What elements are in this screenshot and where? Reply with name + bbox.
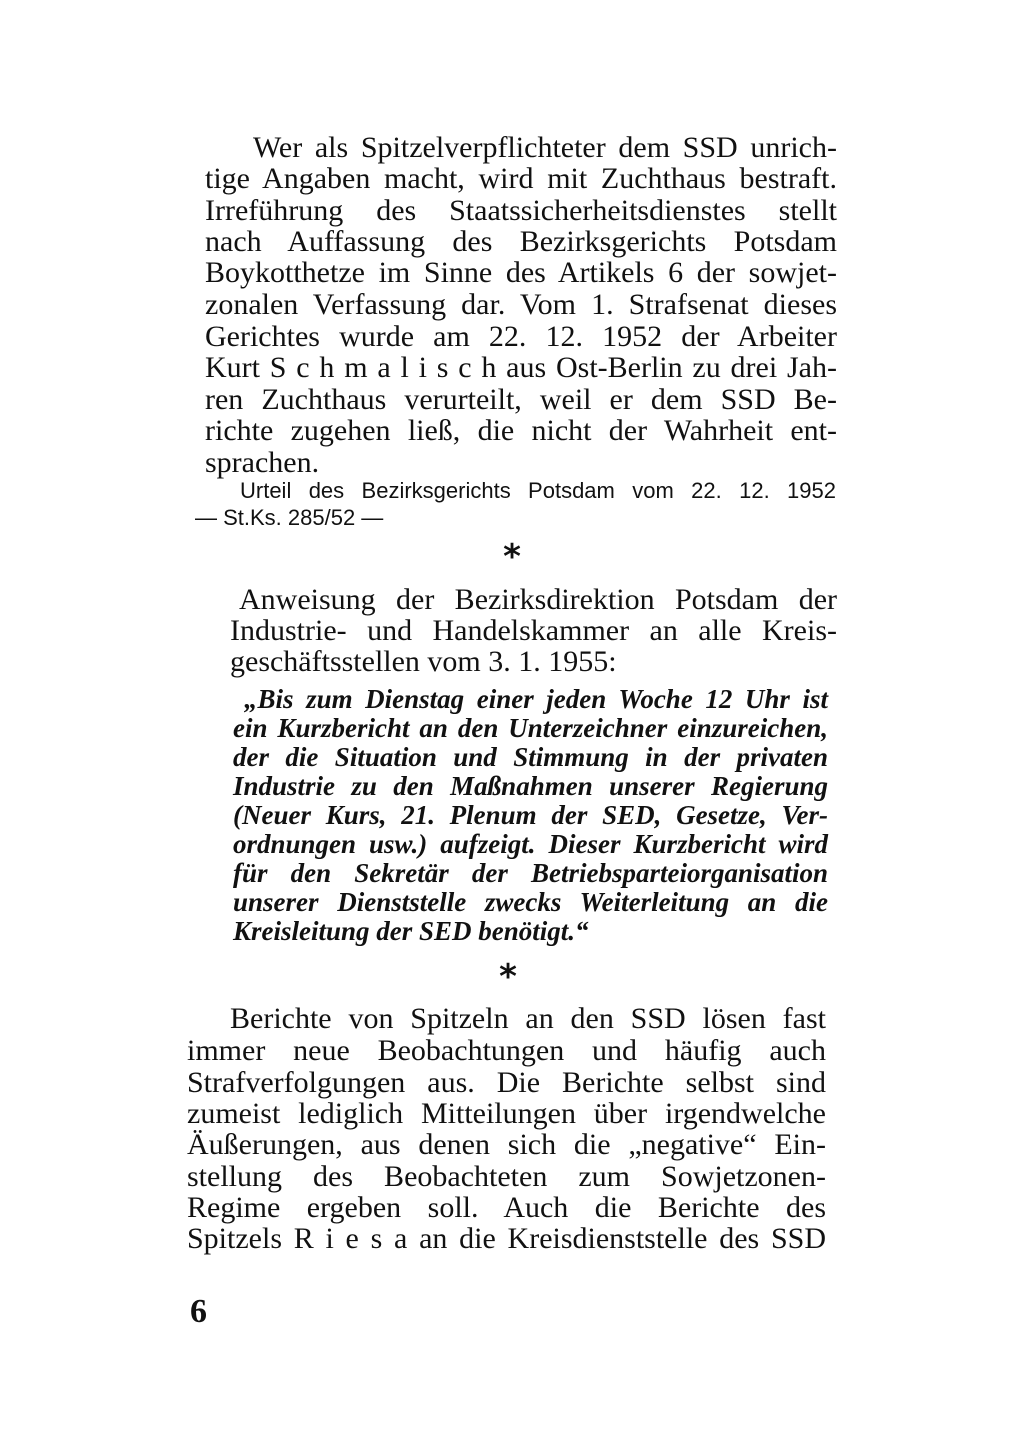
paragraph-3-line: Spitzels R i e s a an die Kreisdienststelle des SSD xyxy=(187,1222,826,1255)
paragraph-1-line: Wer als Spitzelverpflichteter dem SSD unrich- xyxy=(253,131,837,164)
citation-line: Urteil des Bezirksgerichts Potsdam vom 22. 12. 1952 xyxy=(240,478,836,503)
paragraph-3-line: Äußerungen, aus denen sich die „negative“ Ein- xyxy=(187,1128,826,1161)
section-separator: * xyxy=(499,957,517,997)
paragraph-1-line: richte zugehen ließ, die nicht der Wahrheit ent- xyxy=(205,414,837,447)
quote-line: Kreisleitung der SED benötigt.“ xyxy=(233,916,589,946)
paragraph-1-line: Kurt S c h m a l i s c h aus Ost-Berlin zu drei Jah- xyxy=(205,351,837,384)
paragraph-1-line: Gerichtes wurde am 22. 12. 1952 der Arbeiter xyxy=(205,320,837,353)
paragraph-1-line: Irreführung des Staatssicherheitsdienstes stellt xyxy=(205,194,837,227)
paragraph-3-line: immer neue Beobachtungen und häufig auch xyxy=(187,1034,826,1067)
paragraph-1-line: ren Zuchthaus verurteilt, weil er dem SSD Be- xyxy=(205,383,837,416)
paragraph-3-line: Berichte von Spitzeln an den SSD lösen fast xyxy=(230,1002,826,1035)
citation-line: — St.Ks. 285/52 — xyxy=(195,505,384,530)
quote-line: ordnungen usw.) aufzeigt. Dieser Kurzbericht wird xyxy=(233,829,828,859)
quote-line: für den Sekretär der Betriebsparteiorganisation xyxy=(233,858,828,888)
quote-line: der die Situation und Stimmung in der privaten xyxy=(233,742,828,772)
paragraph-2-line: Anweisung der Bezirksdirektion Potsdam der xyxy=(239,583,837,616)
quote-line: ein Kurzbericht an den Unterzeichner einzureichen, xyxy=(233,713,828,743)
paragraph-1-line: tige Angaben macht, wird mit Zuchthaus bestraft. xyxy=(205,162,837,195)
paragraph-1-line: zonalen Verfassung dar. Vom 1. Strafsenat dieses xyxy=(205,288,837,321)
paragraph-3-line: Regime ergeben soll. Auch die Berichte des xyxy=(187,1191,826,1224)
paragraph-1-line: nach Auffassung des Bezirksgerichts Potsdam xyxy=(205,225,837,258)
section-separator: * xyxy=(503,537,521,577)
page-number: 6 xyxy=(190,1293,207,1330)
paragraph-3-line: Strafverfolgungen aus. Die Berichte selbst sind xyxy=(187,1066,826,1099)
quote-line: „Bis zum Dienstag einer jeden Woche 12 Uhr ist xyxy=(244,684,828,714)
paragraph-1-line: Boykotthetze im Sinne des Artikels 6 der sowjet- xyxy=(205,256,837,289)
quote-line: (Neuer Kurs, 21. Plenum der SED, Gesetze, Ver- xyxy=(233,800,828,830)
paragraph-2-line: Industrie- und Handelskammer an alle Kreis- xyxy=(230,614,837,647)
paragraph-3-line: zumeist lediglich Mitteilungen über irgendwelche xyxy=(187,1097,826,1130)
paragraph-3-line: stellung des Beobachteten zum Sowjetzonen- xyxy=(187,1160,826,1193)
paragraph-2-line: geschäftsstellen vom 3. 1. 1955: xyxy=(230,645,617,678)
quote-line: Industrie zu den Maßnahmen unserer Regierung xyxy=(233,771,828,801)
quote-line: unserer Dienststelle zwecks Weiterleitung an die xyxy=(233,887,828,917)
paragraph-1-line: sprachen. xyxy=(205,446,320,479)
